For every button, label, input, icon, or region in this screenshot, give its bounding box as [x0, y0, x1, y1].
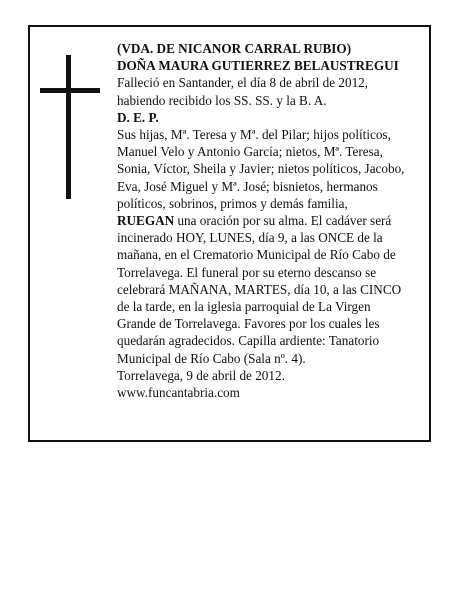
cross-icon — [40, 55, 100, 199]
family-line-5: políticos, sobrinos, primos y demás familia, — [117, 195, 348, 211]
ruegan-line — [117, 212, 429, 229]
service-line-8: Municipal de Río Cabo (Sala nº. 4). — [117, 350, 306, 366]
service-line-6: Grande de Torrelavega. Favores por los cuales les — [117, 316, 380, 332]
death-line-2: habiendo recibido los SS. SS. y la B. A. — [117, 92, 327, 108]
obituary-notice — [28, 25, 431, 442]
death-line-1: Falleció en Santander, el día 8 de abril de 2012, — [117, 75, 369, 91]
family-line-3: Sonia, Víctor, Sheila y Javier; nietos políticos, Jacobo, — [117, 161, 405, 177]
service-line-7: quedarán agradecidos. Capilla ardiente: Tanatorio — [117, 333, 380, 349]
ruegan-rest: una oración por su alma. El cadáver será — [174, 213, 392, 229]
service-line-4: celebrará MAÑANA, MARTES, día 10, a las CINCO — [117, 281, 402, 297]
family-line-2: Manuel Velo y Antonio García; nietos, Mª. Teresa, — [117, 144, 383, 160]
website-link[interactable]: www.funcantabria.com — [117, 385, 240, 401]
ruegan-word: RUEGAN — [117, 213, 175, 229]
notice-header: (VDA. DE NICANOR CARRAL RUBIO) — [117, 41, 352, 56]
service-line-5: de la tarde, en la iglesia parroquial de La Virgen — [117, 299, 371, 315]
place-date: Torrelavega, 9 de abril de 2012. — [117, 367, 285, 383]
family-line-1: Sus hijas, Mª. Teresa y Mª. del Pilar; hijos políticos, — [117, 127, 391, 143]
dep-line: D. E. P. — [117, 109, 159, 125]
cross-horizontal-bar — [40, 88, 100, 93]
cross-vertical-bar — [66, 55, 71, 199]
service-line-1: incinerado HOY, LUNES, día 9, a las ONCE de la — [117, 230, 383, 246]
family-line-4: Eva, José Miguel y Mª. José; bisnietos, hermanos — [117, 178, 378, 194]
service-line-2: mañana, en el Crematorio Municipal de Río Cabo de — [117, 247, 396, 263]
service-line-3: Torrelavega. El funeral por su eterno descanso se — [117, 264, 377, 280]
notice-text — [117, 40, 429, 401]
deceased-name: DOÑA MAURA GUTIERREZ BELAUSTREGUI — [117, 58, 399, 74]
